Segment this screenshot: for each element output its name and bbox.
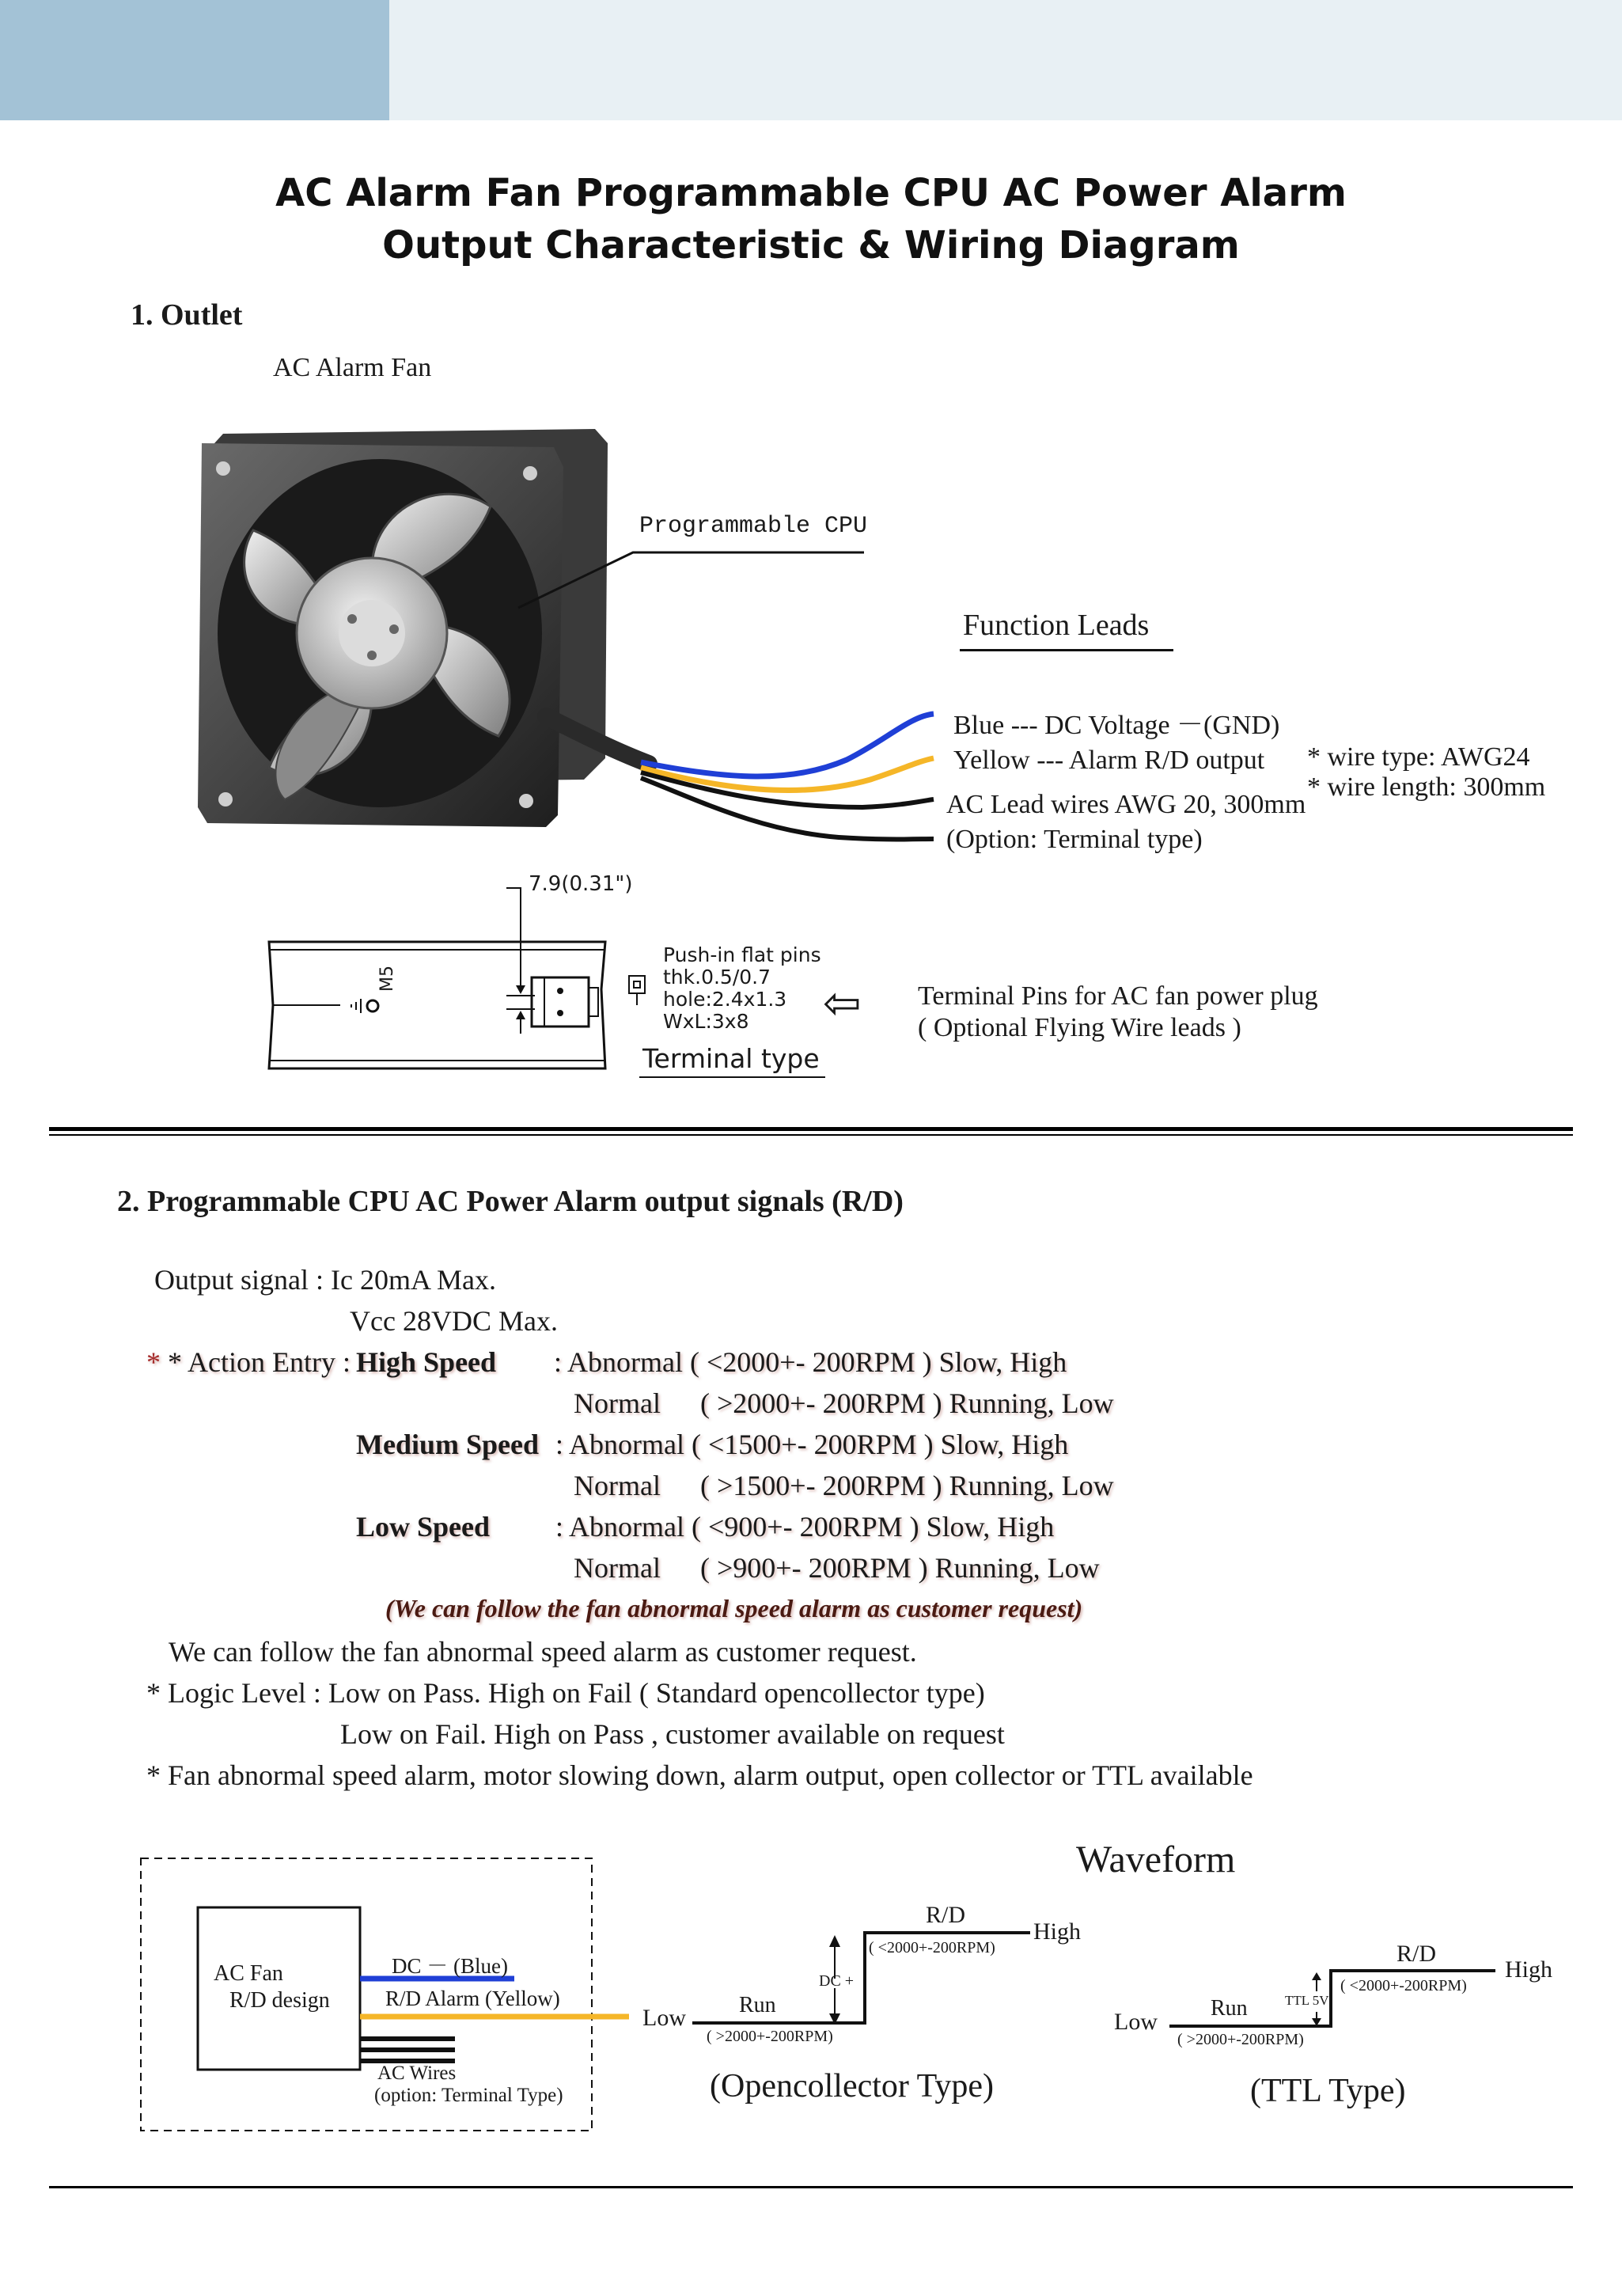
oc-run-label: Run [739, 1993, 776, 2017]
speed-high-normal-label: Normal [574, 1387, 661, 1419]
lead-ac: AC Lead wires AWG 20, 300mm [946, 790, 1306, 819]
speed-medium-normal: ( >1500+- 200RPM ) Running, Low [700, 1470, 1114, 1501]
lead-option: (Option: Terminal type) [946, 825, 1203, 854]
ttl-run-label: Run [1211, 1996, 1248, 2021]
ac-wires-option-label: (option: Terminal Type) [374, 2085, 563, 2106]
section-divider-thin [49, 1134, 1573, 1136]
rd-design-box-label: R/D design [229, 1988, 330, 2013]
function-leads-underline [960, 649, 1173, 651]
speed-high-name: High Speed [356, 1346, 497, 1378]
speed-low-normal-label: Normal [574, 1552, 661, 1584]
terminal-desc-line1: Terminal Pins for AC fan power plug [918, 981, 1318, 1011]
section-divider [49, 1127, 1573, 1131]
waveform-title: Waveform [1076, 1839, 1236, 1880]
oc-rd-label: R/D [926, 1902, 966, 1928]
section2-heading: 2. Programmable CPU AC Power Alarm output signals (R/D) [117, 1185, 904, 1218]
note-customer-request: We can follow the fan abnormal speed alarm as customer request. [169, 1636, 917, 1668]
output-signal-ic: Output signal : Ic 20mA Max. [154, 1264, 496, 1296]
ttl-high-label: High [1505, 1956, 1552, 1983]
action-entry-label: * * Action Entry : [146, 1346, 351, 1378]
ttl-rd-label: R/D [1397, 1941, 1437, 1967]
customer-request-note: (We can follow the fan abnormal speed alarm as customer request) [385, 1594, 1083, 1622]
ttl-delta-label: TTL 5V [1285, 1993, 1329, 2008]
footer-rule [49, 2186, 1573, 2188]
terminal-desc-line2: ( Optional Flying Wire leads ) [918, 1013, 1241, 1042]
oc-low-label: Low [642, 2005, 686, 2031]
arrow-left-icon: ⇦ [823, 976, 862, 1030]
speed-low-name: Low Speed [356, 1511, 491, 1543]
lead-yellow: Yellow --- Alarm R/D output [953, 746, 1265, 775]
cpu-label: Programmable CPU [639, 513, 868, 540]
speed-low-normal: ( >900+- 200RPM ) Running, Low [700, 1552, 1100, 1584]
pin-spec-3: hole:2.4x1.3 [663, 988, 787, 1011]
page-title: AC Alarm Fan Programmable CPU AC Power Alarm [275, 171, 1347, 215]
ttl-low-label: Low [1114, 2009, 1158, 2035]
note-logic-level: * Logic Level : Low on Pass. High on Fail ( Standard opencollector type) [146, 1677, 985, 1709]
speed-medium-abnormal: : Abnormal ( <1500+- 200RPM ) Slow, High [555, 1429, 1069, 1460]
speed-high-normal: ( >2000+- 200RPM ) Running, Low [700, 1387, 1114, 1419]
rd-alarm-label: R/D Alarm (Yellow) [385, 1987, 560, 2010]
oc-delta-label: DC + [819, 1972, 855, 1990]
dc-blue-label: DC － (Blue) [392, 1954, 508, 1978]
speed-medium-normal-label: Normal [574, 1470, 661, 1501]
ttl-high-range: ( <2000+-200RPM) [1340, 1977, 1467, 1994]
speed-low-abnormal: : Abnormal ( <900+- 200RPM ) Slow, High [555, 1511, 1055, 1543]
fan-label: AC Alarm Fan [273, 353, 432, 382]
header-band-accent [0, 0, 389, 120]
speed-high-abnormal: : Abnormal ( <2000+- 200RPM ) Slow, High [554, 1346, 1067, 1378]
terminal-dimension: 7.9(0.31") [529, 872, 633, 896]
wire-type-note: * wire type: AWG24 [1307, 742, 1530, 772]
ground-label: M5 [377, 966, 397, 992]
output-signal-vcc: Vcc 28VDC Max. [350, 1305, 558, 1337]
speed-medium-name: Medium Speed [356, 1429, 540, 1460]
note-alarm-types: * Fan abnormal speed alarm, motor slowing down, alarm output, open collector or TTL available [146, 1759, 1253, 1791]
ttl-low-range: ( >2000+-200RPM) [1177, 2031, 1304, 2048]
oc-high-label: High [1033, 1918, 1081, 1945]
terminal-type-label: Terminal type [642, 1043, 820, 1074]
ac-wires-label: AC Wires [377, 2063, 457, 2084]
pin-spec-4: WxL:3x8 [663, 1010, 749, 1033]
ttl-caption: (TTL Type) [1250, 2073, 1406, 2109]
section1-heading: 1. Outlet [131, 298, 243, 332]
ac-fan-box-label: AC Fan [214, 1961, 283, 1986]
pin-spec-2: thk.0.5/0.7 [663, 966, 771, 989]
header-band [389, 0, 1622, 120]
oc-high-range: ( <2000+-200RPM) [869, 1939, 995, 1956]
function-leads-label: Function Leads [963, 609, 1150, 642]
oc-low-range: ( >2000+-200RPM) [707, 2028, 833, 2045]
wire-length-note: * wire length: 300mm [1307, 772, 1546, 802]
pin-spec-1: Push-in flat pins [663, 943, 821, 966]
note-logic-level-alt: Low on Fail. High on Pass , customer available on request [340, 1718, 1005, 1750]
page-subtitle: Output Characteristic & Wiring Diagram [382, 223, 1240, 268]
oc-caption: (Opencollector Type) [710, 2068, 994, 2104]
lead-blue: Blue --- DC Voltage －(GND) [953, 711, 1280, 740]
